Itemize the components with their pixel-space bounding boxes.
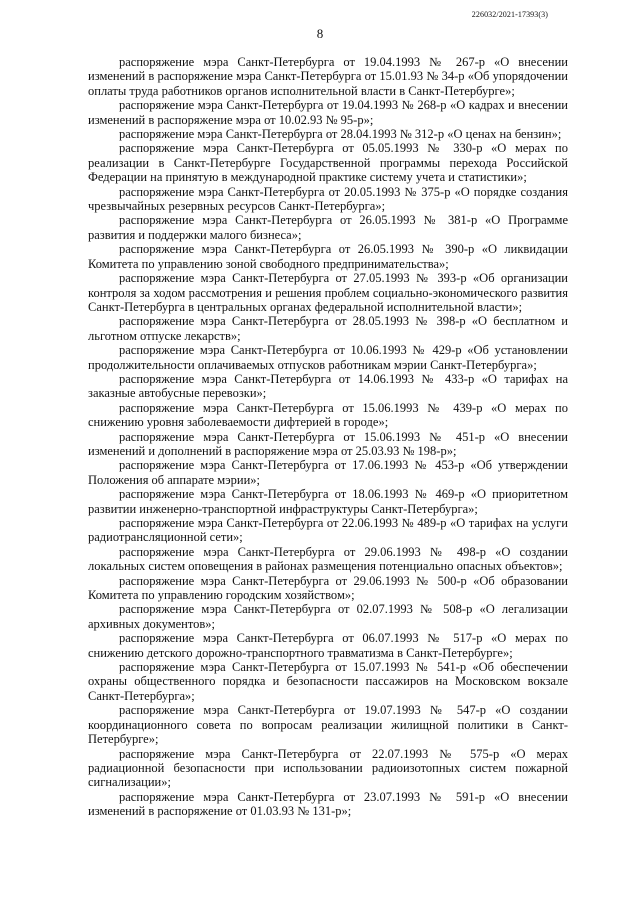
list-item: распоряжение мэра Санкт-Петербурга от 10.06.1993 № 429-р «Об установлении продолжительности оплачиваемых отпусков работникам мэрии Санкт-Петербурга»; xyxy=(88,343,568,372)
list-item: распоряжение мэра Санкт-Петербурга от 20.05.1993 № 375-р «О порядке создания чрезвычайных резервных ресурсов Санкт-Петербурга»; xyxy=(88,184,568,214)
list-item: распоряжение мэра Санкт-Петербурга от 27.05.1993 № 393-р «Об организации контроля за ходом рассмотрения и решения проблем социально-экономического развития Санкт-Петербурга в центральных органах федеральной исполнительной власти»; xyxy=(88,271,568,314)
list-item: распоряжение мэра Санкт-Петербурга от 28.04.1993 № 312-р «О ценах на бензин»; xyxy=(119,127,562,142)
list-item: распоряжение мэра Санкт-Петербурга от 28.05.1993 № 398-р «О бесплатном и льготном отпуске лекарств»; xyxy=(88,314,568,343)
list-item: распоряжение мэра Санкт-Петербурга от 29.06.1993 № 498-р «О создании локальных систем оповещения в районах размещения потенциально опасных объектов»; xyxy=(88,544,568,574)
list-item: распоряжение мэра Санкт-Петербурга от 05.05.1993 № 330-р «О мерах по реализации в Санкт-Петербурге Государственной программы перехода Российской Федерации на принятую в международной практике систему учета и статистики»; xyxy=(88,141,568,185)
list-item: распоряжение мэра Санкт-Петербурга от 19.07.1993 № 547-р «О создании координационного совета по вопросам реализации жилищной политики в Санкт-Петербурге»; xyxy=(88,703,568,747)
list-item: распоряжение мэра Санкт-Петербурга от 23.07.1993 № 591-р «О внесении изменений в распоряжение от 01.03.93 № 131-р»; xyxy=(88,789,568,819)
list-item: распоряжение мэра Санкт-Петербурга от 22.07.1993 № 575-р «О мерах радиационной безопасности при использовании радиоизотопных систем пожарной сигнализации»; xyxy=(88,746,568,790)
list-item: распоряжение мэра Санкт-Петербурга от 15.07.1993 № 541-р «Об обеспечении охраны общественного порядка и безопасности пассажиров на Московском вокзале Санкт-Петербурга»; xyxy=(88,660,568,703)
list-item: распоряжение мэра Санкт-Петербурга от 15.06.1993 № 439-р «О мерах по снижению уровня заболеваемости дифтерией в городе»; xyxy=(88,400,568,430)
list-item: распоряжение мэра Санкт-Петербурга от 26.05.1993 № 381-р «О Программе развития и поддержки малого бизнеса»; xyxy=(88,213,568,242)
list-item: распоряжение мэра Санкт-Петербурга от 06.07.1993 № 517-р «О мерах по снижению детского дорожно-транспортного травматизма в Санкт-Петербурге»; xyxy=(88,631,568,660)
document-body xyxy=(88,55,568,819)
list-item: распоряжение мэра Санкт-Петербурга от 22.06.1993 № 489-р «О тарифах на услуги радиотрансляционной сети»; xyxy=(88,516,568,545)
list-item: распоряжение мэра Санкт-Петербурга от 18.06.1993 № 469-р «О приоритетном развитии инженерно-транспортной инфраструктуры Санкт-Петербурга»; xyxy=(88,487,568,516)
list-item: распоряжение мэра Санкт-Петербурга от 29.06.1993 № 500-р «Об образовании Комитета по управлению городским хозяйством»; xyxy=(88,573,568,603)
document-code: 226032/2021-17393(3) xyxy=(471,10,548,19)
page-number: 8 xyxy=(316,26,324,41)
list-item: распоряжение мэра Санкт-Петербурга от 14.06.1993 № 433-р «О тарифах на заказные автобусные перевозки»; xyxy=(88,371,568,401)
list-item: распоряжение мэра Санкт-Петербурга от 17.06.1993 № 453-р «Об утверждении Положения об аппарате мэрии»; xyxy=(88,458,568,487)
list-item: распоряжение мэра Санкт-Петербурга от 19.04.1993 № 267-р «О внесении изменений в распоряжение мэра Санкт-Петербурга от 15.01.93 № 34-р «Об упорядочении оплаты труда работников органов исполнительной власти в Санкт-Петербурге»; xyxy=(88,55,568,98)
list-item: распоряжение мэра Санкт-Петербурга от 02.07.1993 № 508-р «О легализации архивных документов»; xyxy=(88,602,568,631)
list-item: распоряжение мэра Санкт-Петербурга от 19.04.1993 № 268-р «О кадрах и внесении изменений в распоряжение мэра от 10.02.93 № 95-р»; xyxy=(88,98,568,127)
list-item: распоряжение мэра Санкт-Петербурга от 26.05.1993 № 390-р «О ликвидации Комитета по управлению зоной свободного предпринимательства»; xyxy=(88,242,568,271)
list-item: распоряжение мэра Санкт-Петербурга от 15.06.1993 № 451-р «О внесении изменений и дополнений в распоряжение мэра от 25.03.93 № 198-р»; xyxy=(88,429,568,458)
